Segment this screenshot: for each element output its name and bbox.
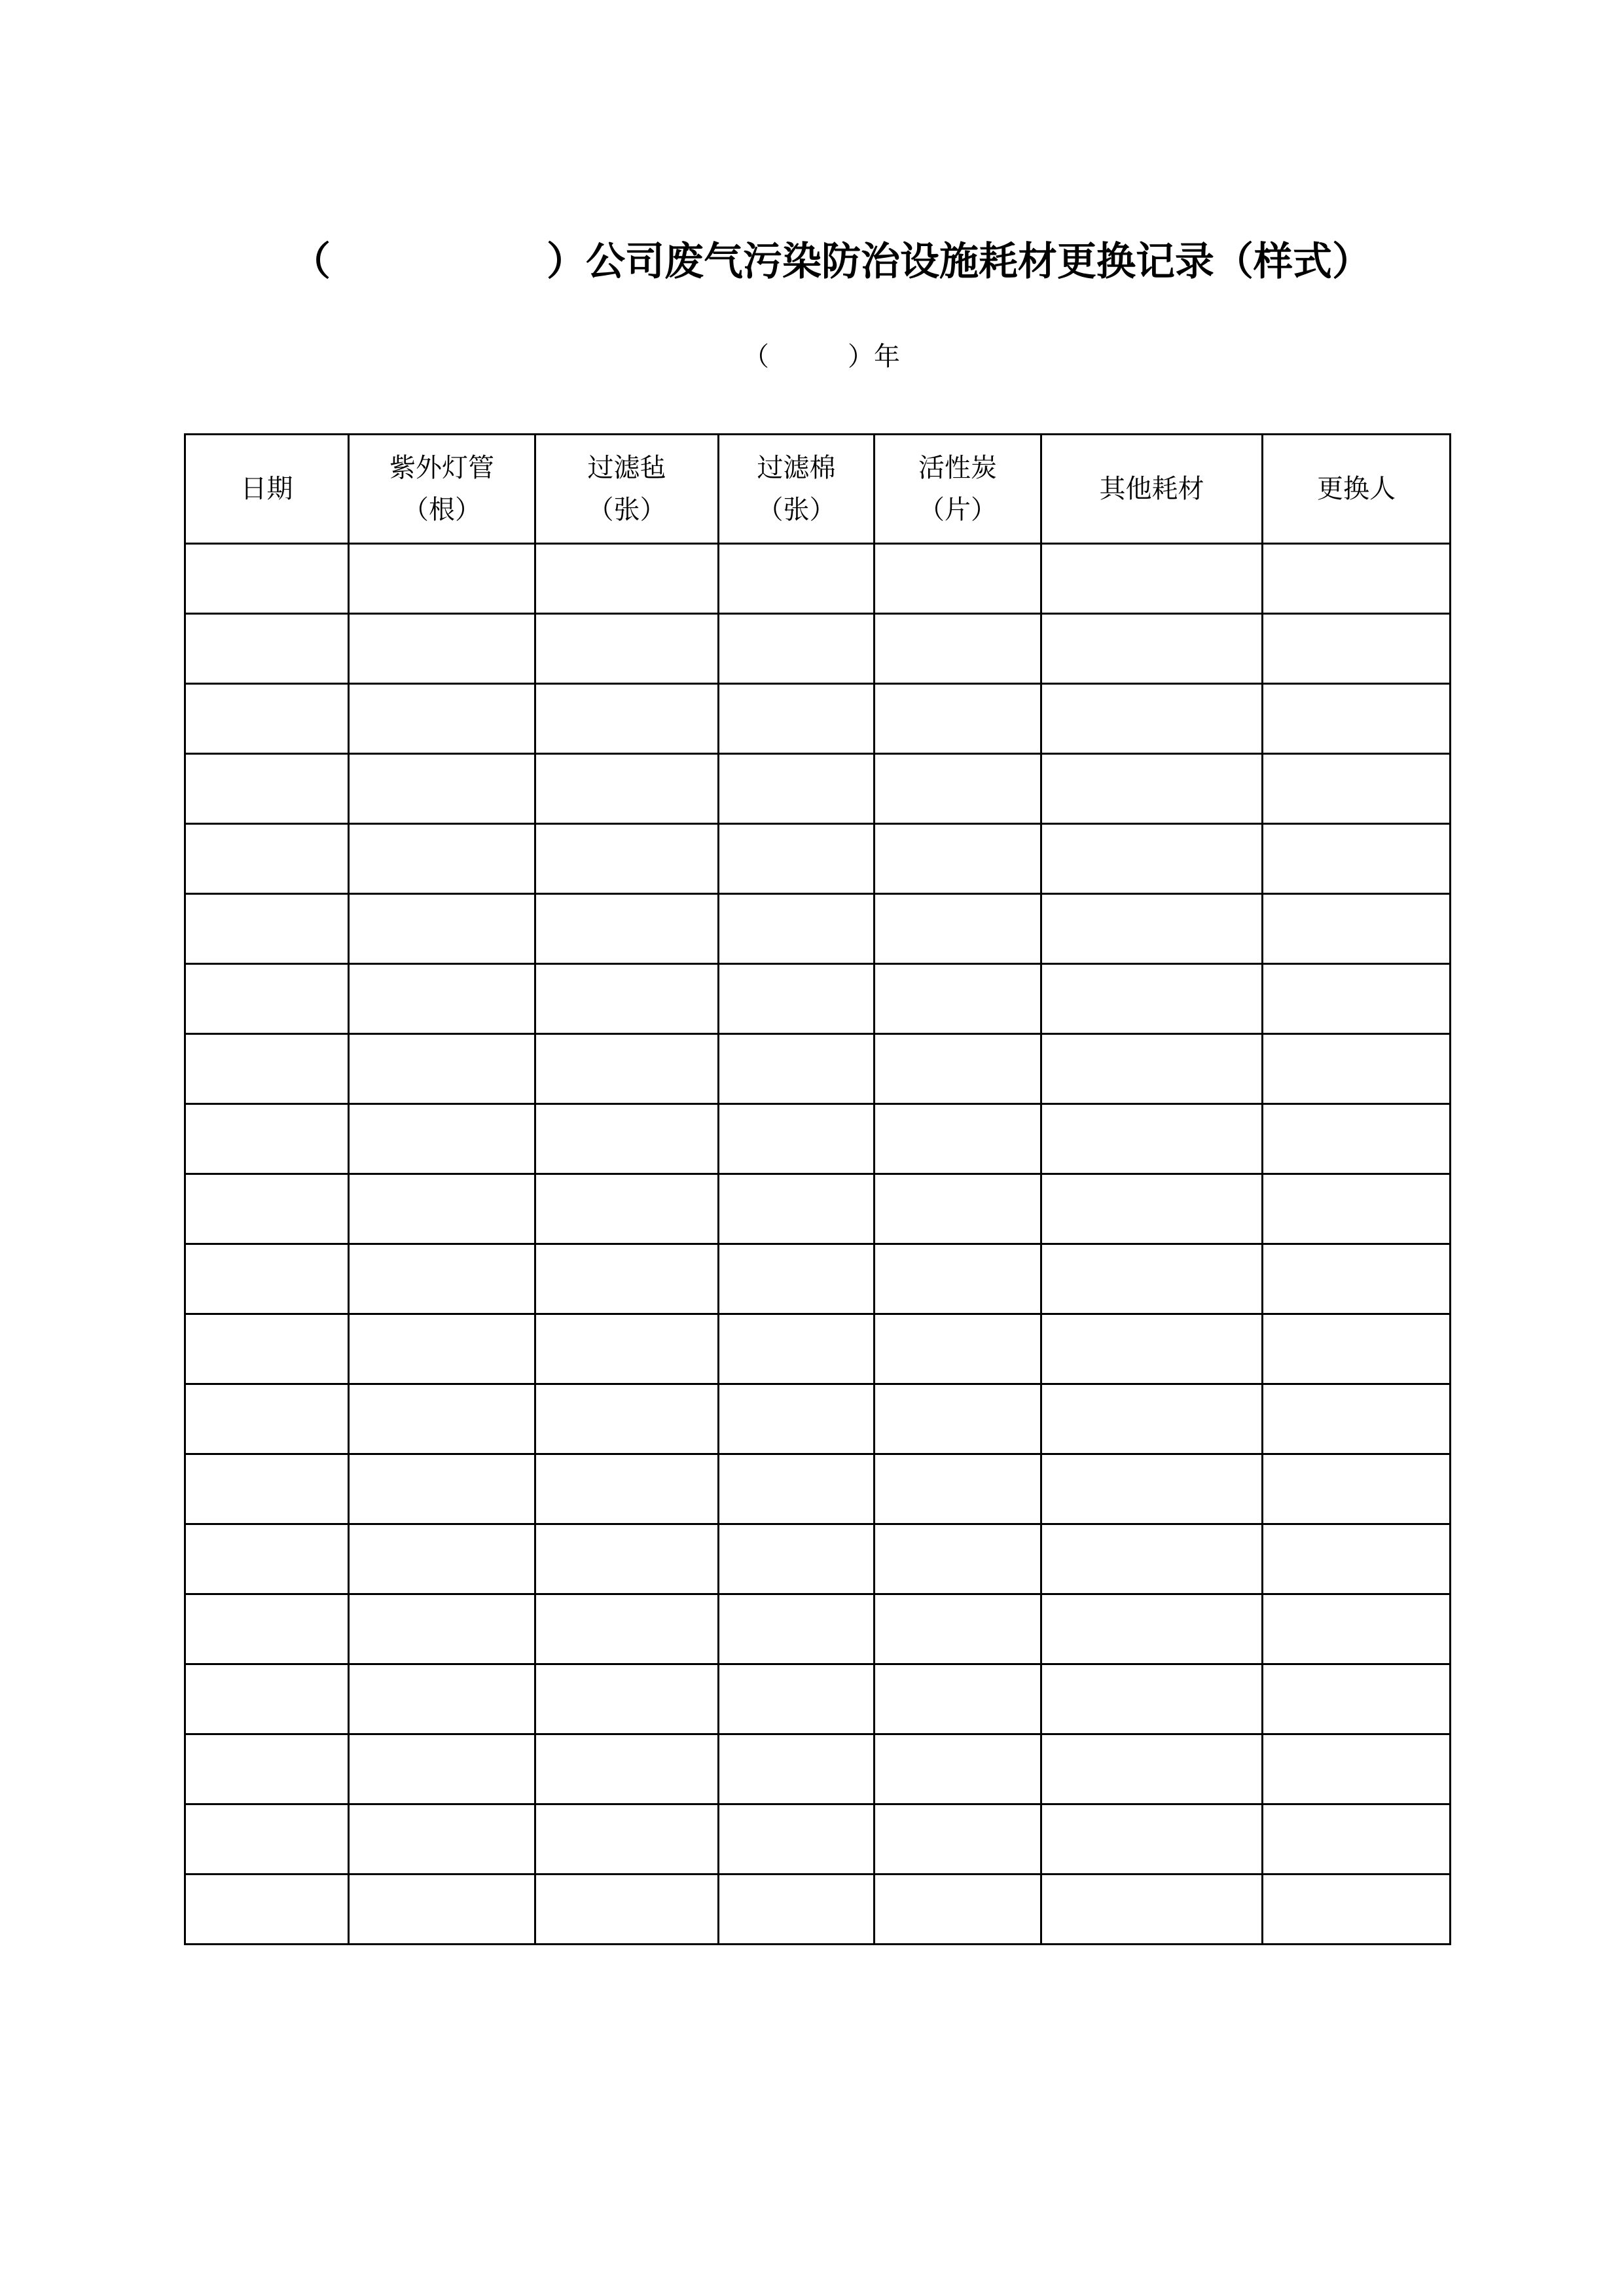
table-cell[interactable] xyxy=(185,824,349,894)
table-cell[interactable] xyxy=(535,1734,719,1804)
table-cell[interactable] xyxy=(1263,1454,1451,1524)
table-row xyxy=(185,1244,1451,1314)
table-cell[interactable] xyxy=(349,544,535,614)
column-header xyxy=(1263,435,1451,544)
table-cell[interactable] xyxy=(719,824,875,894)
table-cell[interactable] xyxy=(1041,1034,1263,1104)
table-cell[interactable] xyxy=(719,1594,875,1664)
table-cell[interactable] xyxy=(1263,1174,1451,1244)
table-cell[interactable] xyxy=(1263,894,1451,964)
year-open-paren: （ xyxy=(743,342,769,372)
table-cell[interactable] xyxy=(719,1034,875,1104)
table-cell[interactable] xyxy=(1263,1034,1451,1104)
table-cell[interactable] xyxy=(719,1524,875,1594)
table-cell[interactable] xyxy=(719,1104,875,1174)
table-cell[interactable] xyxy=(535,1874,719,1945)
column-header-label: 紫外灯管 xyxy=(389,453,494,483)
table-cell[interactable] xyxy=(349,684,535,754)
table-row xyxy=(185,1034,1451,1104)
table-cell[interactable] xyxy=(349,1874,535,1945)
column-header-unit: （张） xyxy=(757,495,836,525)
table-cell[interactable] xyxy=(185,1314,349,1384)
table-cell[interactable] xyxy=(349,1104,535,1174)
table-cell[interactable] xyxy=(875,1874,1041,1945)
table-cell[interactable] xyxy=(535,1034,719,1104)
table-cell[interactable] xyxy=(1041,684,1263,754)
table-cell[interactable] xyxy=(1263,614,1451,684)
column-header-label: 过滤毡 xyxy=(587,453,666,483)
table-cell[interactable] xyxy=(1263,964,1451,1034)
table-cell[interactable] xyxy=(719,1454,875,1524)
table-cell[interactable] xyxy=(875,544,1041,614)
table-cell[interactable] xyxy=(1263,754,1451,824)
table-cell[interactable] xyxy=(1041,1524,1263,1594)
table-cell[interactable] xyxy=(1263,1314,1451,1384)
table-cell[interactable] xyxy=(185,1734,349,1804)
table-cell[interactable] xyxy=(875,1034,1041,1104)
column-header-label: 其他耗材 xyxy=(1099,474,1204,504)
table-cell[interactable] xyxy=(349,614,535,684)
table-row xyxy=(185,1384,1451,1454)
column-header xyxy=(875,435,1041,544)
table-cell[interactable] xyxy=(719,1314,875,1384)
table-cell[interactable] xyxy=(875,894,1041,964)
column-header-unit: （张） xyxy=(587,495,666,525)
column-header xyxy=(719,435,875,544)
table-cell[interactable] xyxy=(535,1174,719,1244)
table-cell[interactable] xyxy=(349,1594,535,1664)
table-cell[interactable] xyxy=(349,1804,535,1874)
table-cell[interactable] xyxy=(185,544,349,614)
table-row xyxy=(185,1664,1451,1734)
year-line xyxy=(0,337,1624,376)
table-cell[interactable] xyxy=(1041,544,1263,614)
table-cell[interactable] xyxy=(185,1034,349,1104)
table-cell[interactable] xyxy=(349,754,535,824)
record-table xyxy=(184,433,1451,1945)
table-cell[interactable] xyxy=(185,1524,349,1594)
table-cell[interactable] xyxy=(185,894,349,964)
table-row xyxy=(185,824,1451,894)
table-cell[interactable] xyxy=(1263,1874,1451,1945)
table-cell[interactable] xyxy=(1263,1804,1451,1874)
table-cell[interactable] xyxy=(875,1174,1041,1244)
table-row xyxy=(185,1454,1451,1524)
table-cell[interactable] xyxy=(1041,1384,1263,1454)
table-cell[interactable] xyxy=(719,684,875,754)
table-cell[interactable] xyxy=(535,614,719,684)
table-cell[interactable] xyxy=(1041,1734,1263,1804)
table-cell[interactable] xyxy=(349,1034,535,1104)
table-cell[interactable] xyxy=(349,1174,535,1244)
table-cell[interactable] xyxy=(535,1384,719,1454)
table-cell[interactable] xyxy=(535,1454,719,1524)
table-cell[interactable] xyxy=(1041,1664,1263,1734)
table-cell[interactable] xyxy=(185,1104,349,1174)
table-cell[interactable] xyxy=(719,1244,875,1314)
table-cell[interactable] xyxy=(719,1384,875,1454)
table-cell[interactable] xyxy=(535,1664,719,1734)
table-cell[interactable] xyxy=(875,1454,1041,1524)
table-cell[interactable] xyxy=(719,544,875,614)
table-cell[interactable] xyxy=(185,1664,349,1734)
table-cell[interactable] xyxy=(1041,964,1263,1034)
year-label: ）年 xyxy=(848,342,900,372)
table-cell[interactable] xyxy=(719,964,875,1034)
table-cell[interactable] xyxy=(875,1524,1041,1594)
table-row xyxy=(185,1314,1451,1384)
table-cell[interactable] xyxy=(875,1314,1041,1384)
table-cell[interactable] xyxy=(719,614,875,684)
table-cell[interactable] xyxy=(1041,1174,1263,1244)
table-cell[interactable] xyxy=(535,1594,719,1664)
table-row xyxy=(185,1174,1451,1244)
table-row xyxy=(185,1804,1451,1874)
table-cell[interactable] xyxy=(185,614,349,684)
table-cell[interactable] xyxy=(349,964,535,1034)
title-open-paren: （ xyxy=(291,239,331,285)
table-row xyxy=(185,1594,1451,1664)
table-cell[interactable] xyxy=(535,824,719,894)
table-cell[interactable] xyxy=(875,1244,1041,1314)
table-cell[interactable] xyxy=(1041,1454,1263,1524)
table-cell[interactable] xyxy=(185,754,349,824)
table-cell[interactable] xyxy=(535,1244,719,1314)
table-cell[interactable] xyxy=(349,1244,535,1314)
table-cell[interactable] xyxy=(535,964,719,1034)
table-cell[interactable] xyxy=(719,1804,875,1874)
table-cell[interactable] xyxy=(875,614,1041,684)
table-row xyxy=(185,894,1451,964)
column-header-label: 过滤棉 xyxy=(757,453,836,483)
table-cell[interactable] xyxy=(719,754,875,824)
column-header-unit: （根） xyxy=(403,495,481,525)
table-cell[interactable] xyxy=(719,1174,875,1244)
table-row xyxy=(185,544,1451,614)
table-row xyxy=(185,1874,1451,1945)
table-cell[interactable] xyxy=(349,824,535,894)
table-cell[interactable] xyxy=(535,684,719,754)
table-cell[interactable] xyxy=(875,1664,1041,1734)
table-cell[interactable] xyxy=(1263,1104,1451,1174)
table-cell[interactable] xyxy=(185,1804,349,1874)
table-row xyxy=(185,1734,1451,1804)
table-cell[interactable] xyxy=(185,684,349,754)
table-cell[interactable] xyxy=(535,1314,719,1384)
table-row xyxy=(185,1104,1451,1174)
table-cell[interactable] xyxy=(535,1104,719,1174)
table-cell[interactable] xyxy=(1263,1734,1451,1804)
table-cell[interactable] xyxy=(875,754,1041,824)
table-cell[interactable] xyxy=(875,1594,1041,1664)
table-cell[interactable] xyxy=(185,964,349,1034)
table-header-row xyxy=(185,435,1451,544)
column-header-unit: （片） xyxy=(918,495,997,525)
table-cell[interactable] xyxy=(349,1524,535,1594)
table-cell[interactable] xyxy=(1263,544,1451,614)
table-cell[interactable] xyxy=(185,1174,349,1244)
table-cell[interactable] xyxy=(1041,1104,1263,1174)
table-cell[interactable] xyxy=(875,1734,1041,1804)
table-cell[interactable] xyxy=(349,1734,535,1804)
table-cell[interactable] xyxy=(349,1454,535,1524)
table-cell[interactable] xyxy=(1263,1244,1451,1314)
table-cell[interactable] xyxy=(1041,1244,1263,1314)
table-cell[interactable] xyxy=(1041,1874,1263,1945)
table-cell[interactable] xyxy=(719,894,875,964)
table-cell[interactable] xyxy=(349,1384,535,1454)
table-cell[interactable] xyxy=(185,1594,349,1664)
table-cell[interactable] xyxy=(875,964,1041,1034)
table-cell[interactable] xyxy=(185,1384,349,1454)
table-cell[interactable] xyxy=(1041,1594,1263,1664)
table-cell[interactable] xyxy=(349,1314,535,1384)
table-cell[interactable] xyxy=(535,544,719,614)
table-cell[interactable] xyxy=(719,1734,875,1804)
column-header xyxy=(1041,435,1263,544)
table-cell[interactable] xyxy=(1263,684,1451,754)
table-cell[interactable] xyxy=(1263,824,1451,894)
table-row xyxy=(185,964,1451,1034)
page-title xyxy=(0,232,1624,291)
table-cell[interactable] xyxy=(1263,1384,1451,1454)
table-cell[interactable] xyxy=(1041,824,1263,894)
table-cell[interactable] xyxy=(535,1524,719,1594)
table-cell[interactable] xyxy=(1041,614,1263,684)
table-cell[interactable] xyxy=(875,1104,1041,1174)
table-cell[interactable] xyxy=(535,1804,719,1874)
table-cell[interactable] xyxy=(349,1664,535,1734)
table-cell[interactable] xyxy=(1263,1594,1451,1664)
table-row xyxy=(185,684,1451,754)
table-cell[interactable] xyxy=(719,1664,875,1734)
table-body xyxy=(185,544,1451,1945)
table-cell[interactable] xyxy=(1263,1524,1451,1594)
table-cell[interactable] xyxy=(1041,754,1263,824)
column-header-label: 更换人 xyxy=(1317,474,1396,504)
column-header-label: 日期 xyxy=(240,474,293,504)
column-header-label: 活性炭 xyxy=(918,453,997,483)
table-cell[interactable] xyxy=(875,1804,1041,1874)
table-cell[interactable] xyxy=(875,824,1041,894)
column-header xyxy=(349,435,535,544)
table-cell[interactable] xyxy=(1041,1804,1263,1874)
table-cell[interactable] xyxy=(535,894,719,964)
table-cell[interactable] xyxy=(719,1874,875,1945)
table-cell[interactable] xyxy=(1041,894,1263,964)
table-cell[interactable] xyxy=(875,684,1041,754)
table-row xyxy=(185,1524,1451,1594)
table-cell[interactable] xyxy=(1263,1664,1451,1734)
table-cell[interactable] xyxy=(875,1384,1041,1454)
column-header xyxy=(535,435,719,544)
table-cell[interactable] xyxy=(185,1244,349,1314)
table-row xyxy=(185,614,1451,684)
title-text: ）公司废气污染防治设施耗材更换记录（样式） xyxy=(547,239,1371,285)
table-cell[interactable] xyxy=(1041,1314,1263,1384)
table-cell[interactable] xyxy=(349,894,535,964)
table-row xyxy=(185,754,1451,824)
table-cell[interactable] xyxy=(185,1454,349,1524)
column-header xyxy=(185,435,349,544)
table-cell[interactable] xyxy=(535,754,719,824)
table-cell[interactable] xyxy=(185,1874,349,1945)
